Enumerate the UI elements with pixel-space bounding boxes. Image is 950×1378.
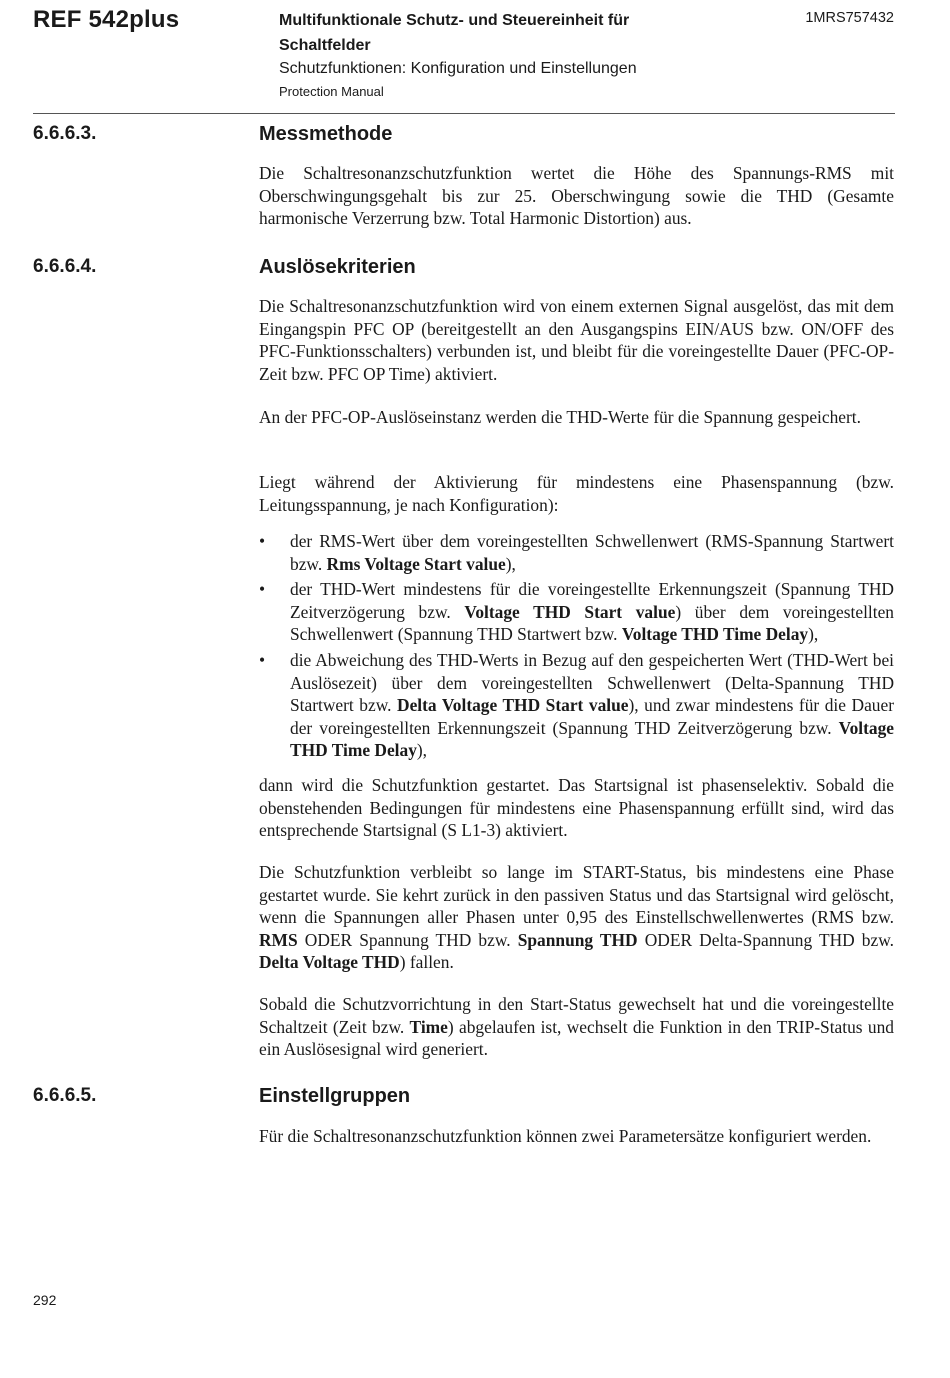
- bullet-icon: •: [259, 531, 266, 551]
- text-run: der THD-Wert mindestens für die voreingestellte Erkennungszeit (Spannung THD Zeitverzögerung bzw.: [290, 579, 894, 622]
- criteria-list: [259, 530, 894, 765]
- text-run: ODER Spannung THD bzw.: [297, 929, 518, 950]
- text-run: Die Schutzfunktion verbleibt so lange im START-Status, bis mindestens eine Phase gestartet wurde. Sie kehrt zurück in den passiven Status und das Startsignal wird gelöscht, wenn die Spannungen aller Phasen unter 0,95 des Einstellschwellenwertes (RMS bzw.: [259, 862, 894, 928]
- document-number: 1MRS757432: [805, 10, 894, 26]
- list-item: [259, 530, 894, 575]
- list-item: [259, 578, 894, 646]
- paragraph: [259, 993, 894, 1061]
- paragraph: Liegt während der Aktivierung für mindestens eine Phasenspannung (bzw. Leitungsspannung, je nach Konfiguration):: [259, 472, 894, 515]
- bold-run: Voltage THD Time Delay: [621, 624, 809, 645]
- bold-run: Rms Voltage Start value: [326, 553, 506, 574]
- document-title: Multifunktionale Schutz- und Steuereinheit für Schaltfelder: [279, 12, 630, 54]
- bold-run: RMS: [259, 929, 298, 950]
- paragraph: Die Schaltresonanzschutzfunktion wertet die Höhe des Spannungs-RMS mit Oberschwingungsgehalt bis zur 25. Oberschwingung sowie die THD (Gesamte harmonische Verzerrung bzw. Total Harmonic Distortion) aus.: [259, 163, 894, 229]
- section-number: 6.6.6.5.: [33, 1085, 97, 1106]
- page-number: 292: [33, 1292, 57, 1308]
- document-subtitle: Schutzfunktionen: Konfiguration und Einstellungen: [279, 60, 637, 77]
- text-run: ),: [808, 624, 819, 645]
- bold-run: Voltage THD Start value: [464, 601, 676, 622]
- text-run: ), und zwar mindestens für die Dauer der voreingestellten Erkennungszeit (Spannung THD Zeitverzögerung bzw.: [290, 695, 894, 738]
- section-number: 6.6.6.3.: [33, 123, 97, 144]
- bold-run: Voltage THD Time Delay: [290, 717, 894, 761]
- bold-run: Spannung THD: [517, 929, 638, 950]
- paragraph: Für die Schaltresonanzschutzfunktion können zwei Parametersätze konfiguriert werden.: [259, 1126, 872, 1146]
- text-run: ) fallen.: [399, 952, 454, 973]
- text-run: ),: [416, 740, 428, 761]
- paragraph: [259, 774, 894, 842]
- list-item: [259, 649, 894, 762]
- list-item-text: [290, 579, 894, 644]
- list-item-text: [290, 650, 894, 760]
- list-item-text: [290, 531, 894, 574]
- text-run: Sobald die Schutzvorrichtung in den Start-Status gewechselt hat und die voreingestellte Schaltzeit (Zeit bzw.: [259, 994, 894, 1037]
- bold-run: Delta Voltage THD: [259, 952, 400, 973]
- section-number: 6.6.6.4.: [33, 256, 97, 277]
- bullet-icon: •: [259, 649, 266, 670]
- text-run: der RMS-Wert über dem voreingestellten Schwellenwert (RMS-Spannung Startwert bzw.: [290, 531, 894, 574]
- section-title: Auslösekriterien: [259, 256, 416, 278]
- text-run: die Abweichung des THD-Werts in Bezug auf den gespeicherten Wert (THD-Wert bei Auslösezeit) über dem voreingestellten Schwellenwert (Delta-Spannung THD Startwert bzw.: [290, 649, 894, 716]
- bold-run: Time: [409, 1016, 448, 1037]
- text-run: ) abgelaufen ist, wechselt die Funktion in den TRIP-Status und ein Auslösesignal wird generiert.: [259, 1016, 894, 1060]
- header-divider: [33, 113, 895, 114]
- section-title: Einstellgruppen: [259, 1085, 411, 1107]
- section-title: Messmethode: [259, 123, 393, 145]
- text-run: ),: [505, 553, 516, 574]
- text-run: dann wird die Schutzfunktion gestartet. Das Startsignal ist phasenselektiv. Sobald die obenstehenden Bedingungen für mindestens eine Phasenspannung erfüllt sind, wird das entsprechende Startsignal (S L1-3) aktiviert.: [259, 775, 894, 841]
- paragraph: An der PFC-OP-Auslöseinstanz werden die THD-Werte für die Spannung gespeichert.: [259, 407, 861, 427]
- paragraph: [259, 861, 894, 974]
- bold-run: Delta Voltage THD Start value: [397, 695, 629, 716]
- bullet-icon: •: [259, 579, 266, 600]
- text-run: ODER Delta-Spannung THD bzw.: [637, 929, 894, 950]
- product-name: REF 542plus: [33, 6, 180, 33]
- paragraph: Die Schaltresonanzschutzfunktion wird von einem externen Signal ausgelöst, das mit dem Eingangspin PFC OP (bereitgestellt an den Ausgangspins EIN/AUS bzw. ON/OFF des PFC-Funktionsschalters) verbunden ist, und bleibt für die voreingestellte Dauer (PFC-OP-Zeit bzw. PFC OP Time) aktiviert.: [259, 296, 894, 384]
- manual-name: Protection Manual: [279, 84, 384, 99]
- text-run: ) über dem voreingestellten Schwellenwert (Spannung THD Startwert bzw.: [290, 601, 894, 645]
